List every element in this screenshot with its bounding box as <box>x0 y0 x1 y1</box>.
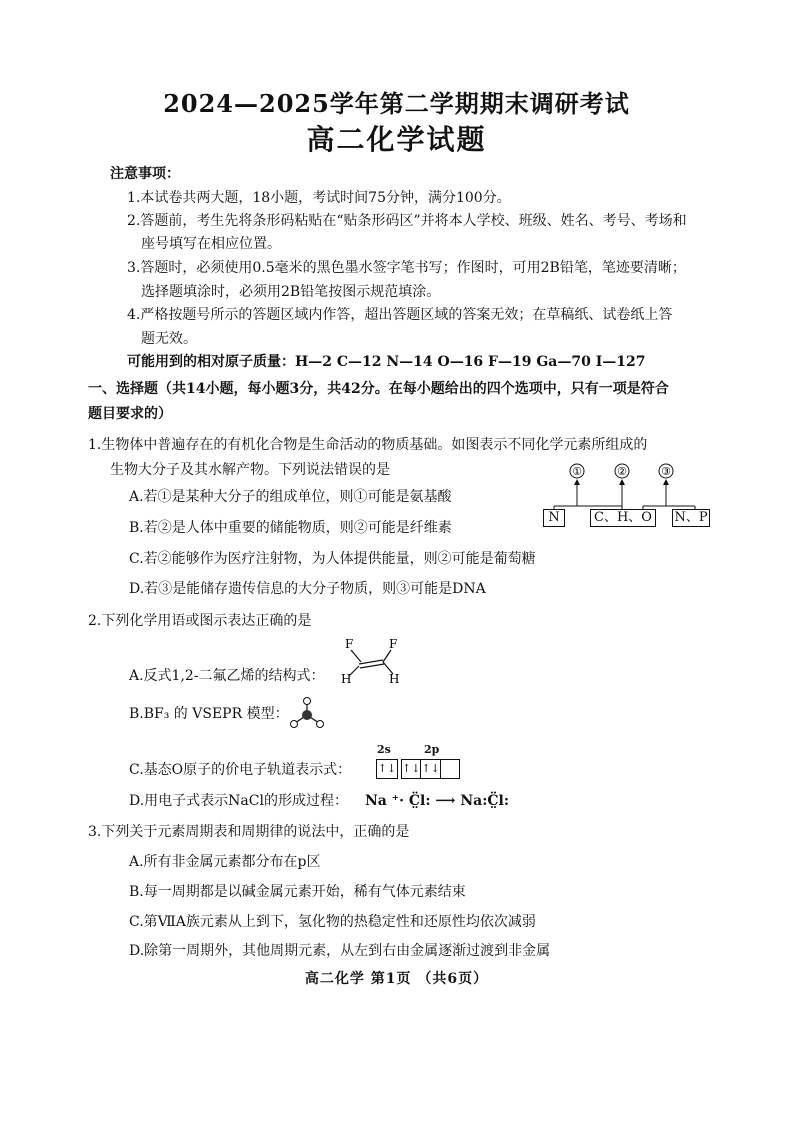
q2-option-c: C.基态O原子的价电子轨道表示式： <box>129 762 352 778</box>
atom-h2: H <box>389 672 400 686</box>
orbital-2p-3 <box>441 760 459 778</box>
exam-subtitle: 高二化学试题 <box>306 123 487 156</box>
notice-line: 1.本试卷共两大题，18小题，考试时间75分钟，满分100分。 <box>127 190 511 206</box>
notice-line: 座号填写在相应位置。 <box>141 236 281 252</box>
atom-f1: F <box>345 637 354 651</box>
notice-line: 题无效。 <box>141 331 197 347</box>
notice-line: 3.答题时，必须使用0.5毫米的黑色墨水签字笔书写；作图时，可用2B铅笔，笔迹要清晰； <box>127 260 686 276</box>
orbital-2p <box>401 759 460 779</box>
q1-option-c: C.若②能够作为医疗注射物，为人体提供能量，则②可能是葡萄糖 <box>129 551 536 567</box>
label-3: ③ <box>661 465 671 478</box>
orbital-2s-electrons: ↑↓ <box>377 762 397 775</box>
q3-option-b: B.每一周期都是以碱金属元素开始，稀有气体元素结束 <box>129 884 466 900</box>
orbital-label-2p: 2p <box>424 743 440 756</box>
q2-option-d: D.用电子式表示NaCl的形成过程： <box>129 793 348 809</box>
notice-line: 2.答题前，考生先将条形码粘贴在“贴条形码区”并将本人学校、班级、姓名、考号、考场和 <box>127 213 687 229</box>
atom-f2: F <box>389 637 398 651</box>
box-cho: C、H、O <box>590 509 656 527</box>
bf3-vsepr-model <box>286 696 328 732</box>
atom-h1: H <box>341 672 352 686</box>
exam-title: 2024—2025学年第二学期期末调研考试 <box>163 89 630 118</box>
q3-option-c: C.第ⅦA族元素从上到下，氢化物的热稳定性和还原性均依次减弱 <box>129 914 536 930</box>
q3-option-d: D.除第一周期外，其他周期元素，从左到右由金属逐渐过渡到非金属 <box>129 943 551 959</box>
q1-option-a: A.若①是某种大分子的组成单位，则①可能是氨基酸 <box>129 489 452 505</box>
notice-heading: 注意事项： <box>110 166 180 182</box>
notice-line: 选择题填涂时，必须用2B铅笔按图示规范填涂。 <box>141 284 441 300</box>
q1-option-b: B.若②是人体中重要的储能物质，则②可能是纤维素 <box>129 520 452 536</box>
label-1: ① <box>572 465 582 478</box>
q2-option-b: B.BF₃ 的 VSEPR 模型： <box>129 706 289 722</box>
q1-stem: 1.生物体中普遍存在的有机化合物是生命活动的物质基础。如图表示不同化学元素所组成的 <box>88 437 648 453</box>
q3-stem: 3.下列关于元素周期表和周期律的说法中，正确的是 <box>88 824 410 840</box>
orbital-label-2s: 2s <box>377 743 391 756</box>
q2-stem: 2.下列化学用语或图示表达正确的是 <box>88 613 312 629</box>
page-footer: 高二化学 第1页 （共6页） <box>304 971 489 987</box>
orbital-2p-1: ↑↓ <box>402 760 421 778</box>
section-heading: 一、选择题（共14小题，每小题3分，共42分。在每小题给出的四个选项中，只有一项是符合 <box>88 381 669 397</box>
difluoroethene-structure <box>337 636 409 686</box>
q3-option-a: A.所有非金属元素都分布在p区 <box>129 854 321 870</box>
orbital-2s <box>376 759 398 779</box>
q1-option-d: D.若③是能储存遗传信息的大分子物质，则③可能是DNA <box>129 581 486 597</box>
section-heading-cont: 题目要求的） <box>88 406 172 422</box>
notice-line: 4.严格按题号所示的答题区域内作答，超出答题区域的答案无效；在草稿纸、试卷纸上答 <box>127 307 673 323</box>
q2-option-a: A.反式1,2-二氟乙烯的结构式： <box>129 668 325 684</box>
q1-stem-cont: 生物大分子及其水解产物。下列说法错误的是 <box>110 462 390 478</box>
nacl-formation: Na ⁺· C̤̈l: ⟶ Na:C̤̈l: <box>365 793 509 809</box>
atomic-mass-line: 可能用到的相对原子质量：H—2 C—12 N—14 O—16 F—19 Ga—70 I—127 <box>127 354 646 370</box>
box-np: N、P <box>672 509 710 527</box>
label-2: ② <box>617 465 627 478</box>
orbital-2p-2: ↑↓ <box>421 760 440 778</box>
box-n: N <box>543 509 565 527</box>
